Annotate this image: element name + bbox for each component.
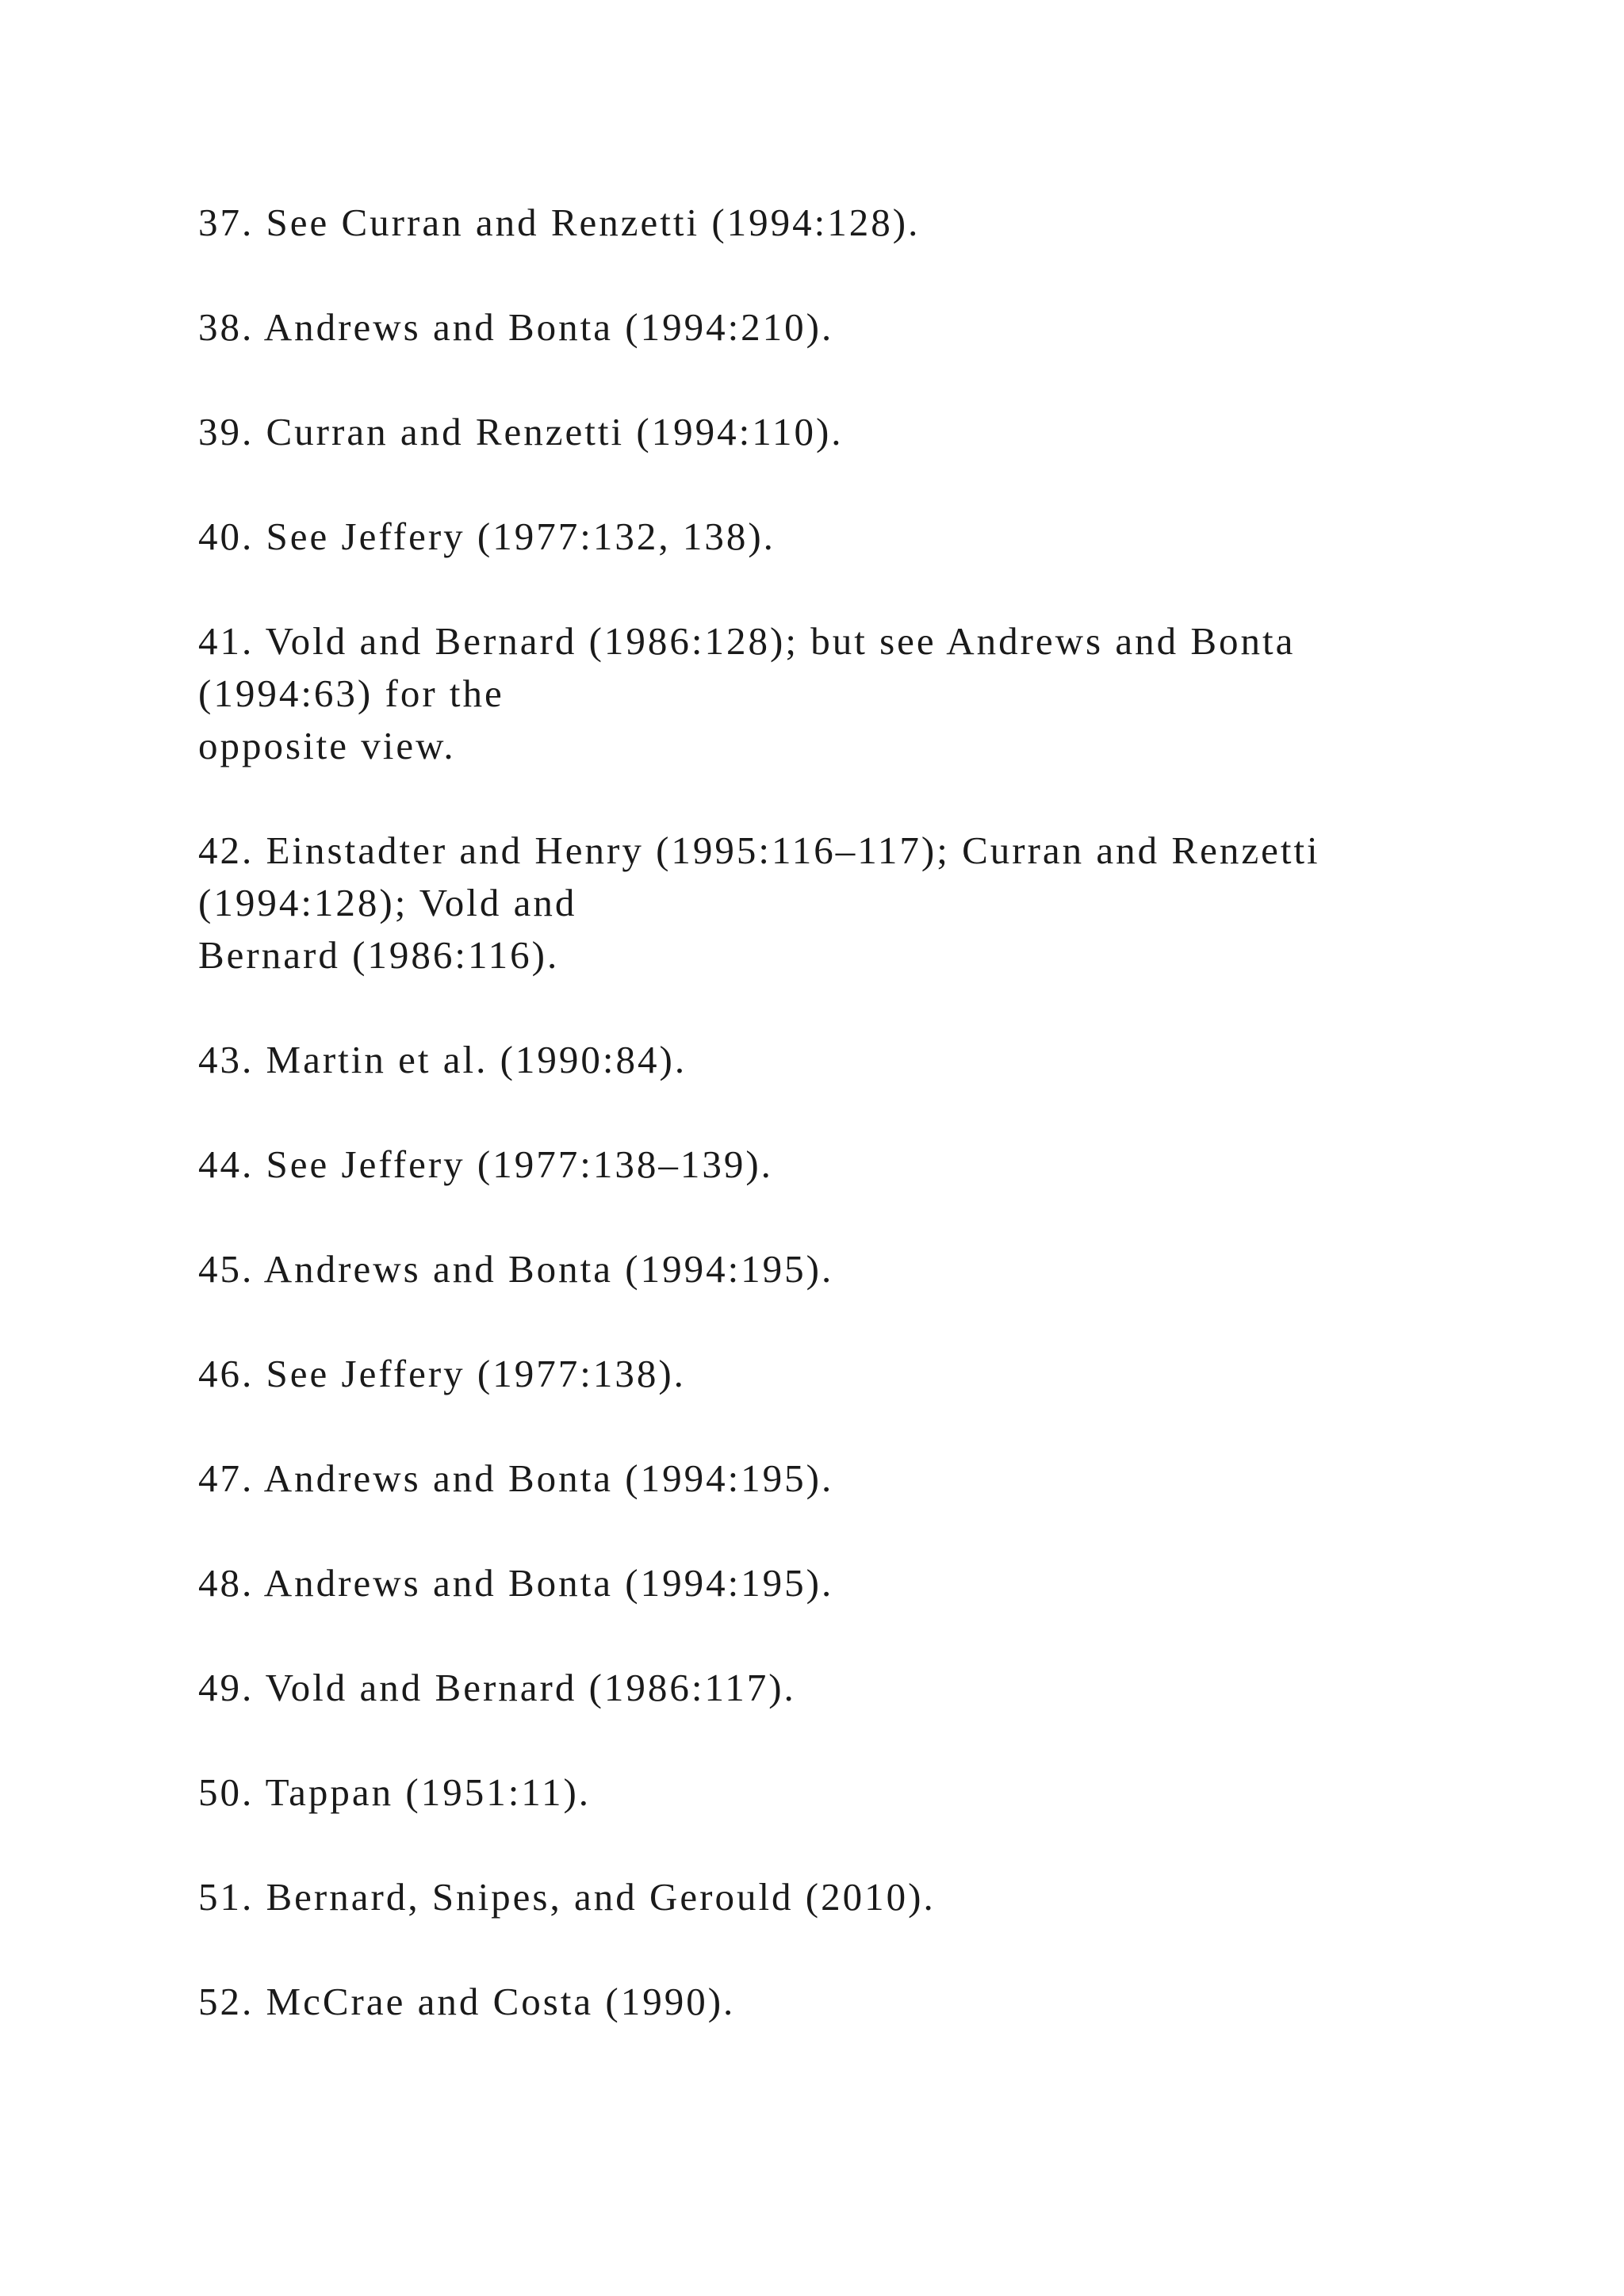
endnote-line: 49. Vold and Bernard (1986:117). [198, 1666, 796, 1709]
endnote-item [198, 1243, 1499, 1295]
endnote-item [198, 1976, 1499, 2028]
endnote-item [198, 615, 1499, 772]
endnote-line: 44. See Jeffery (1977:138–139). [198, 1142, 773, 1186]
endnote-line: 40. See Jeffery (1977:132, 138). [198, 515, 776, 558]
endnote-item [198, 406, 1499, 458]
endnote-line: (1994:128); Vold and [198, 881, 577, 924]
endnote-item [198, 511, 1499, 563]
endnote-item [198, 825, 1499, 982]
endnote-line: 41. Vold and Bernard (1986:128); but see Andrews and Bonta [198, 619, 1296, 663]
endnote-item [198, 1871, 1499, 1923]
endnote-line: 43. Martin et al. (1990:84). [198, 1038, 688, 1081]
endnote-item [198, 1452, 1499, 1505]
endnote-line: 47. Andrews and Bonta (1994:195). [198, 1456, 834, 1500]
endnote-item [198, 1138, 1499, 1191]
endnote-line: 51. Bernard, Snipes, and Gerould (2010). [198, 1875, 936, 1919]
endnote-item [198, 197, 1499, 249]
endnote-item [198, 301, 1499, 354]
endnote-line: 38. Andrews and Bonta (1994:210). [198, 305, 834, 349]
endnote-line: Bernard (1986:116). [198, 933, 560, 977]
endnote-line: 39. Curran and Renzetti (1994:110). [198, 410, 844, 453]
endnote-line: (1994:63) for the [198, 672, 504, 715]
endnote-item [198, 1348, 1499, 1400]
endnote-line: 46. See Jeffery (1977:138). [198, 1352, 686, 1395]
endnote-line: 42. Einstadter and Henry (1995:116–117); Curran and Renzetti [198, 828, 1320, 872]
endnotes-list [198, 197, 1499, 2080]
endnote-line: opposite view. [198, 724, 456, 767]
endnote-line: 37. See Curran and Renzetti (1994:128). [198, 201, 921, 244]
endnote-item [198, 1557, 1499, 1609]
endnote-item [198, 1034, 1499, 1086]
endnote-line: 52. McCrae and Costa (1990). [198, 1980, 736, 2023]
endnote-item [198, 1766, 1499, 1819]
endnote-line: 48. Andrews and Bonta (1994:195). [198, 1561, 834, 1605]
endnote-line: 50. Tappan (1951:11). [198, 1770, 592, 1814]
endnote-line: 45. Andrews and Bonta (1994:195). [198, 1247, 834, 1291]
endnote-item [198, 1662, 1499, 1714]
